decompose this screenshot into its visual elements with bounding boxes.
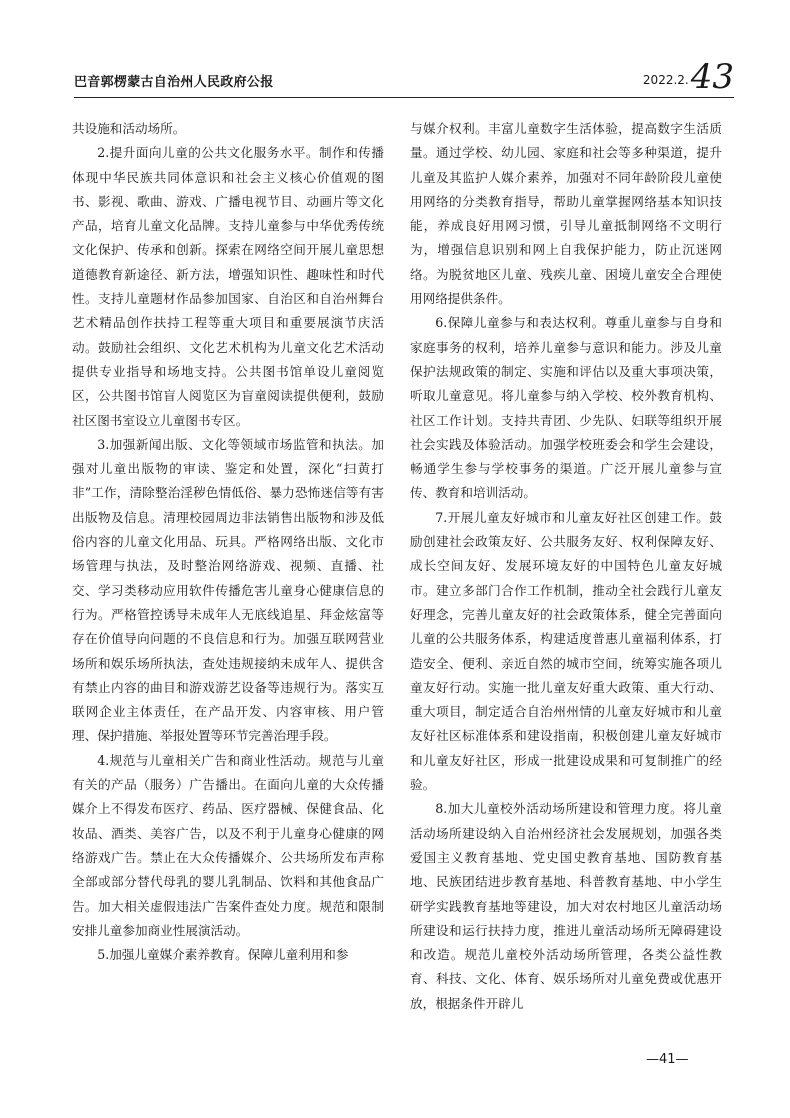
header-rule [74, 97, 734, 98]
paragraph: 2.提升面向儿童的公共文化服务水平。制作和传播体现中华民族共同体意识和社会主义核心价值观的图书、影视、歌曲、游戏、广播电视节目、动画片等文化产品，培育儿童文化品牌。支持儿童参与中华优秀传统文化保护、传承和创新。探索在网络空间开展儿童思想道德教育新途径、新方法，增强知识性、趣味性和时代性。支持儿童题材作品参加国家、自治区和自治州舞台艺术精品创作扶持工程等重大项目和重要展演节庆活动。鼓励社会组织、文化艺术机构为儿童文化艺术活动提供专业指导和场地支持。公共图书馆单设儿童阅览区，公共图书馆盲人阅览区为盲童阅读提供便利，鼓励社区图书室设立儿童图书专区。 [72, 145, 384, 428]
paragraph: 8.加大儿童校外活动场所建设和管理力度。将儿童活动场所建设纳入自治州经济社会发展规划，加强各类爱国主义教育基地、党史国史教育基地、国防教育基地、民族团结进步教育基地、科普教育基地、中小学生研学实践教育基地等建设，加大对农村地区儿童活动场所建设和运行扶持力度，推进儿童活动场所无障碍建设和改造。规范儿童校外活动场所管理，各类公益性教育、科技、文化、体育、娱乐场所对儿童免费或优惠开放，根据条件开辟儿 [410, 801, 722, 1011]
issue-label [642, 57, 734, 97]
issue-number: 43 [690, 57, 734, 97]
paragraph: 4.规范与儿童相关广告和商业性活动。规范与儿童有关的产品（服务）广告播出。在面向儿童的大众传播媒介上不得发布医疗、药品、医疗器械、保健食品、化妆品、酒类、美容广告，以及不利于儿童身心健康的网络游戏广告。禁止在大众传播媒介、公共场所发布声称全部或部分替代母乳的婴儿乳制品、饮料和其他食品广告。加大相关虚假违法广告案件查处力度。规范和限制安排儿童参加商业性展演活动。 [72, 752, 384, 938]
paragraph: 与媒介权利。丰富儿童数字生活体验，提高数字生活质量。通过学校、幼儿园、家庭和社会等多种渠道，提升儿童及其监护人媒介素养，加强对不同年龄阶段儿童使用网络的分类教育指导，帮助儿童掌握网络基本知识技能，养成良好用网习惯，引导儿童抵制网络不文明行为，增强信息识别和网上自我保护能力，防止沉迷网络。为脱贫地区儿童、残疾儿童、困境儿童安全合理使用网络提供条件。 [410, 121, 722, 307]
page-header [74, 58, 734, 98]
paragraph: 7.开展儿童友好城市和儿童友好社区创建工作。鼓励创建社会政策友好、公共服务友好、权利保障友好、成长空间友好、发展环境友好的中国特色儿童友好城市。建立多部门合作工作机制，推动全社会践行儿童友好理念，完善儿童友好的社会政策体系，健全完善面向儿童的公共服务体系，构建适度普惠儿童福利体系，打造安全、便利、亲近自然的城市空间，统筹实施各项儿童友好行动。实施一批儿童友好重大政策、重大行动、重大项目，制定适合自治州州情的儿童友好城市和儿童友好社区标准体系和建设指南，积极创建儿童友好城市和儿童友好社区，形成一批建设成果和可复制推广的经验。 [410, 509, 722, 793]
issue-date: 2022.2. [642, 73, 689, 87]
right-column [410, 117, 722, 1016]
left-column [72, 117, 384, 967]
paragraph: 共设施和活动场所。 [72, 121, 186, 136]
publication-title: 巴音郭楞蒙古自治州人民政府公报 [74, 75, 274, 90]
paragraph: 6.保障儿童参与和表达权利。尊重儿童参与自身和家庭事务的权利，培养儿童参与意识和能力。涉及儿童保护法规政策的制定、实施和评估以及重大事项决策，听取儿童意见。将儿童参与纳入学校、校外教育机构、社区工作计划。支持共青团、少先队、妇联等组织开展社会实践及体验活动。加强学校班委会和学生会建设，畅通学生参与学校事务的渠道。广泛开展儿童参与宣传、教育和培训活动。 [410, 315, 722, 501]
page-number: —41— [646, 1052, 689, 1067]
paragraph: 3.加强新闻出版、文化等领域市场监管和执法。加强对儿童出版物的审读、鉴定和处置，深化“扫黄打非”工作，清除整治淫秽色情低俗、暴力恐怖迷信等有害出版物及信息。清理校园周边非法销售出版物和涉及低俗内容的儿童文化用品、玩具。严格网络出版、文化市场管理与执法，及时整治网络游戏、视频、直播、社交、学习类移动应用软件传播危害儿童身心健康信息的行为。严格管控诱导未成年人无底线追星、拜金炫富等存在价值导向问题的不良信息和行为。加强互联网营业场所和娱乐场所执法，查处违规接纳未成年人、提供含有禁止内容的曲目和游戏游艺设备等违规行为。落实互联网企业主体责任，在产品开发、内容审核、用户管理、保护措施、举报处置等环节完善治理手段。 [72, 436, 384, 744]
paragraph: 5.加强儿童媒介素养教育。保障儿童利用和参 [97, 947, 349, 963]
